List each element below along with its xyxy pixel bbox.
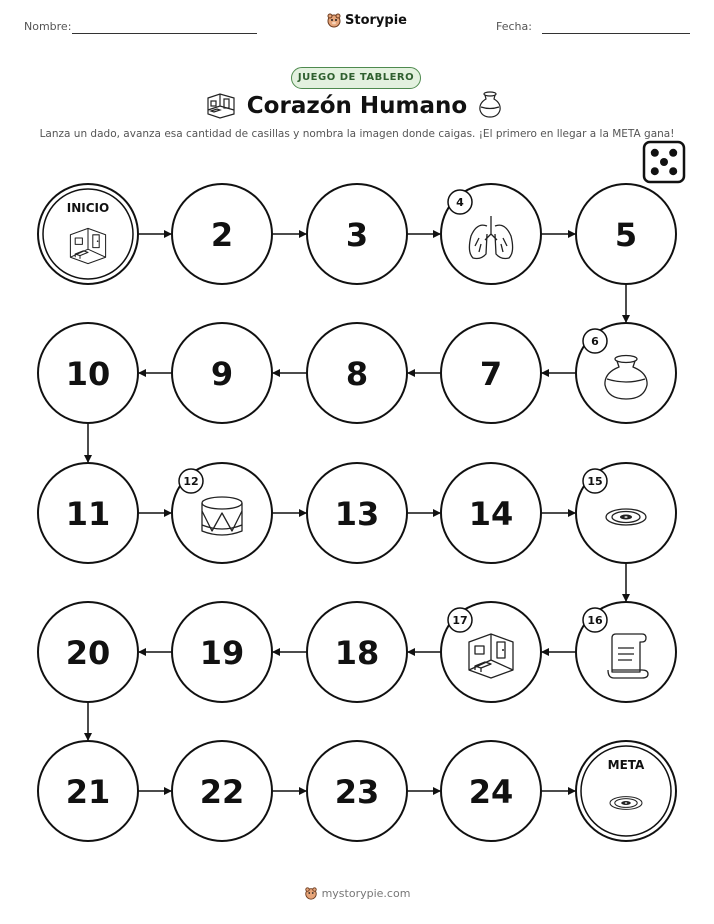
board-square-8 xyxy=(307,323,407,423)
instructions: Lanza un dado, avanza esa cantidad de casillas y nombra la imagen donde caigas. ¡El primero en llegar a la META gana! xyxy=(39,128,675,140)
square-number: 19 xyxy=(199,634,245,672)
board-square-18 xyxy=(307,602,407,702)
square-number: 18 xyxy=(334,634,380,672)
vinyl-record-icon xyxy=(610,797,642,810)
dice-pip xyxy=(651,167,659,175)
board-square-14 xyxy=(441,463,541,563)
square-number-badge: 4 xyxy=(456,196,464,209)
finish-label: META xyxy=(607,758,645,772)
board-square-9 xyxy=(172,323,272,423)
square-number: 20 xyxy=(65,634,111,672)
square-number: 21 xyxy=(65,773,111,811)
game-type-badge: JUEGO DE TABLERO xyxy=(291,67,421,89)
footer xyxy=(0,886,714,900)
board-square-3 xyxy=(307,184,407,284)
board-square-22 xyxy=(172,741,272,841)
board-square-20 xyxy=(38,602,138,702)
square-number-badge: 15 xyxy=(587,475,603,488)
board-square-1 xyxy=(38,184,138,284)
square-number-badge: 16 xyxy=(587,614,603,627)
square-number: 9 xyxy=(210,355,234,393)
dice-pip xyxy=(669,149,677,157)
board-square-24 xyxy=(441,741,541,841)
date-label: Fecha: xyxy=(496,20,532,33)
square-number-badge: 17 xyxy=(452,614,468,627)
board-square-12 xyxy=(172,463,272,563)
board-square-21 xyxy=(38,741,138,841)
board-square-4 xyxy=(441,184,541,284)
board-square-15 xyxy=(576,463,676,563)
square-number-badge: 12 xyxy=(183,475,199,488)
square-number: 14 xyxy=(468,495,514,533)
square-number: 13 xyxy=(334,495,380,533)
board-square-16 xyxy=(576,602,676,702)
board-square-7 xyxy=(441,323,541,423)
board-square-23 xyxy=(307,741,407,841)
board-square-25 xyxy=(576,741,676,841)
footer-url: mystorypie.com xyxy=(321,886,411,900)
square-number: 7 xyxy=(479,355,503,393)
square-number: 5 xyxy=(614,216,638,254)
square-number: 22 xyxy=(199,773,245,811)
page-title: Corazón Humano xyxy=(246,93,468,119)
square-number: 8 xyxy=(345,355,369,393)
board-square-5 xyxy=(576,184,676,284)
storypie-footer-icon xyxy=(304,886,318,900)
vinyl-record-icon xyxy=(606,509,646,525)
board-square-19 xyxy=(172,602,272,702)
board-square-2 xyxy=(172,184,272,284)
start-label: INICIO xyxy=(66,201,110,215)
square-number: 23 xyxy=(334,773,380,811)
board-square-11 xyxy=(38,463,138,563)
board-square-17 xyxy=(441,602,541,702)
square-number: 2 xyxy=(210,216,234,254)
square-number: 11 xyxy=(65,495,111,533)
square-number: 24 xyxy=(468,773,514,811)
board-square-10 xyxy=(38,323,138,423)
square-number-badge: 6 xyxy=(591,335,599,348)
board-square-13 xyxy=(307,463,407,563)
logo-text: Storypie xyxy=(345,12,407,28)
dice-pip xyxy=(651,149,659,157)
square-number: 10 xyxy=(65,355,111,393)
square-number: 3 xyxy=(345,216,369,254)
dice-pip xyxy=(660,158,668,166)
board-square-6 xyxy=(576,323,676,423)
dice-pip xyxy=(669,167,677,175)
name-label: Nombre: xyxy=(24,20,72,33)
dice-icon xyxy=(644,142,684,182)
